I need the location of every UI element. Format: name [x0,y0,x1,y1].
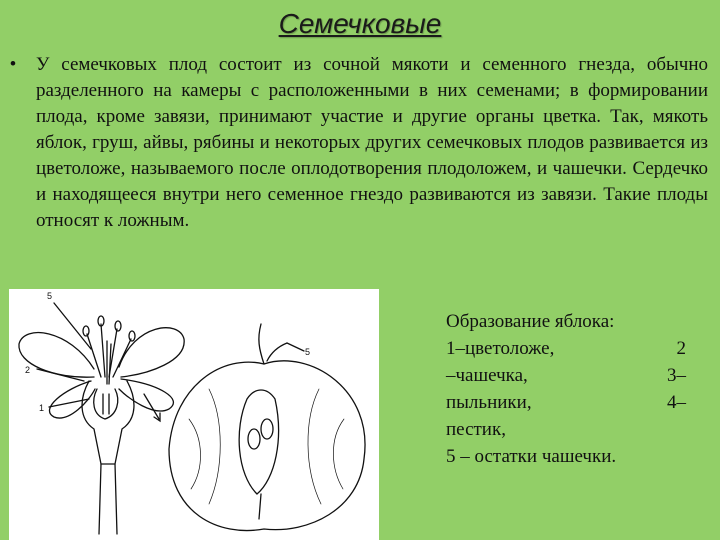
caption-line-2: 1–цветоложе, 2 [446,338,686,359]
figure-label-2: 2 [25,365,31,375]
slide-title: Семечковые [278,8,442,39]
caption-line-5: пестик, [446,419,506,440]
caption-line-6: 5 – остатки чашечки. [446,446,617,467]
flower-petal-right-lower [119,379,173,411]
caption-line-3: –чашечка, 3– [446,365,686,386]
figure-label-5-apple: 5 [305,347,311,357]
figure-caption [446,308,686,470]
flower-receptacle [82,381,134,464]
apple-outline [169,361,365,531]
caption-line-1: Образование яблока: [446,311,615,332]
caption-line-4: пыльники, 4– [446,392,686,413]
apple-formation-figure [9,289,379,540]
transformation-arrow [144,394,159,419]
flower-and-apple-illustration [9,289,379,540]
figure-label-1: 1 [39,403,45,413]
apple-core [239,390,278,494]
bullet-marker: • [10,54,16,73]
figure-label-5-flower: 5 [47,291,53,301]
body-paragraph: У семечковых плод состоит из сочной мякоти и семенного гнезда, обычно разделенного на камеры с расположенными в них семенами; в формировании плода, кроме завязи, принимают участие и другие органы цветка. Так, мякоть яблок, груш, айвы, рябины и некоторых других семечковых плодов развивается из цветоложе, называемого после оплодотворения плодоложем, и чашечки. Сердечко и находящееся внутри него семенное гнездо развиваются из завязи. Такие плоды относят к ложным. [36,54,708,231]
